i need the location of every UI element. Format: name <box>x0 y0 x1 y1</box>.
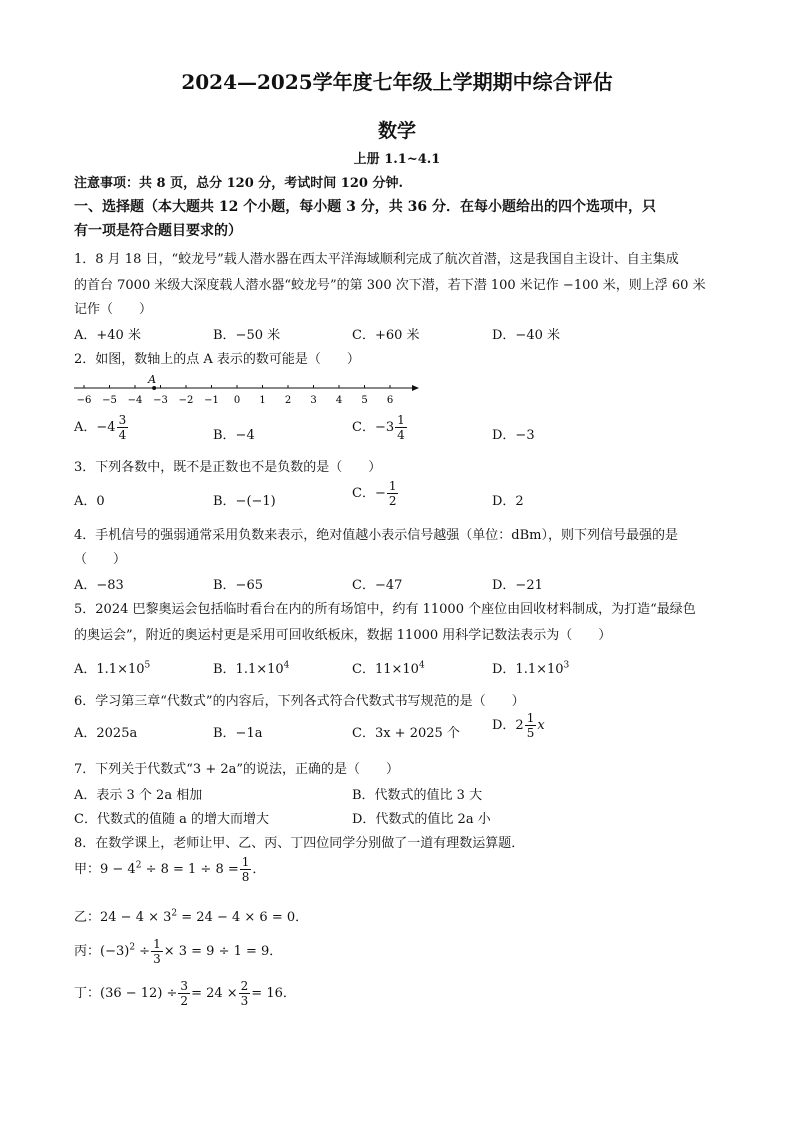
equation-part: × 3 = 9 ÷ 1 = 9． <box>163 944 283 959</box>
q6-option-c: C．3x + 2025 个 <box>352 726 460 741</box>
fraction-denominator: 2 <box>388 494 397 508</box>
q4-option-c: C．−47 <box>352 578 403 593</box>
q5-option-a-exponent: 5 <box>144 660 151 671</box>
q6-option-d-fraction <box>525 712 537 739</box>
equation-part: 丙：(−3) <box>74 944 130 959</box>
fraction-denominator: 2 <box>180 994 189 1008</box>
q4-option-a: A．−83 <box>74 578 124 593</box>
q3-option-b: B．−(−1) <box>213 494 276 509</box>
q8-jia-equation <box>74 856 265 883</box>
number-line-tick-label: 3 <box>310 395 317 406</box>
q4-option-b: B．−65 <box>213 578 263 593</box>
fraction-denominator: 4 <box>397 428 405 442</box>
number-line-tick-label: −5 <box>102 395 117 406</box>
notice-text: 注意事项：共 8 页，总分 120 分，考试时间 120 分钟. <box>74 176 403 191</box>
q1-option-d: D．−40 米 <box>492 328 560 343</box>
fraction-denominator: 3 <box>153 952 161 966</box>
q4-stem-line1: 4．手机信号的强弱通常采用负数来表示，绝对值越小表示信号越强（单位：dBm），则下列信号最强的是 <box>74 528 678 543</box>
equation-part: 甲：9 − 4 <box>74 862 136 877</box>
q5-option-a-base: A．1.1×10 <box>74 662 145 677</box>
q2-option-c-fraction <box>395 414 407 441</box>
number-line-tick-label: −2 <box>178 395 194 406</box>
q3-option-d: D．2 <box>492 494 524 509</box>
equation-fraction <box>151 938 163 965</box>
q5-stem-line2: 的奥运会”，附近的奥运村更是采用可回收纸板床，数据 11000 用科学记数法表示为（ ） <box>74 628 612 643</box>
q8-stem: 8．在数学课上，老师让甲、乙、丙、丁四位同学分别做了一道有理数运算题． <box>74 836 525 851</box>
number-line-tick-label: 0 <box>233 395 241 406</box>
number-line-tick-label: −6 <box>76 395 92 406</box>
fraction-numerator: 3 <box>180 979 189 993</box>
q2-option-a <box>74 414 129 441</box>
scope-label: 上册 1.1~4.1 <box>353 152 441 167</box>
q6-option-a: A．2025a <box>74 726 138 741</box>
q6-option-b: B．−1a <box>213 726 263 741</box>
q5-option-d <box>492 658 569 677</box>
equation-part: = 24 − 4 × 6 = 0． <box>177 910 309 925</box>
q5-option-b-base: B．1.1×10 <box>213 662 284 677</box>
q8-ding-equation <box>74 980 296 1007</box>
q6-option-d-prefix: D．2 <box>492 718 524 733</box>
q2-option-d: D．−3 <box>492 428 535 443</box>
section-heading-line2: 有一项是符合题目要求的） <box>74 223 242 239</box>
q1-stem-line2: 的首台 7000 米级大深度载人潜水器“蛟龙号”的第 300 次下潜，若下潜 100 米记作 −100 米，则上浮 60 米 <box>74 278 706 293</box>
q4-option-d: D．−21 <box>492 578 543 593</box>
exam-title: 2024—2025学年度七年级上学期期中综合评估 <box>181 70 613 94</box>
section-heading-line1: 一、选择题（本大题共 12 个小题，每小题 3 分，共 36 分．在每小题给出的四个选项中，只 <box>74 199 656 215</box>
q5-stem-line1: 5．2024 巴黎奥运会包括临时看台在内的所有场馆中，约有 11000 个座位由回收材料制成，为打造“最绿色 <box>74 602 696 617</box>
q5-option-b <box>213 658 289 677</box>
equation-part: ． <box>252 862 266 877</box>
number-line-tick-label: 1 <box>259 395 266 406</box>
equation-exponent: 2 <box>129 942 136 953</box>
q2-option-b: B．−4 <box>213 428 255 443</box>
q1-stem-line3: 记作（ ） <box>74 302 153 317</box>
arrow-icon <box>412 385 419 391</box>
q1-option-a: A．+40 米 <box>74 328 141 343</box>
q3-option-a: A．0 <box>74 494 105 509</box>
q5-option-a <box>74 658 150 677</box>
equation-part: = 16． <box>251 986 296 1001</box>
number-line-tick-label: 6 <box>386 395 394 406</box>
q1-option-b: B．−50 米 <box>213 328 281 343</box>
equation-fraction <box>239 980 251 1007</box>
number-line-tick-label: −3 <box>153 395 168 406</box>
q6-stem: 6．学习第三章“代数式”的内容后，下列各式符合代数式书写规范的是（ ） <box>74 694 525 709</box>
fraction-denominator: 8 <box>241 870 250 884</box>
q3-stem: 3．下列各数中，既不是正数也不是负数的是（ ） <box>74 460 382 475</box>
fraction-numerator: 1 <box>388 479 397 493</box>
equation-part: 丁：(36 − 12) ÷ <box>74 986 178 1001</box>
q5-option-c-exponent: 4 <box>418 660 425 671</box>
equation-part: = 24 × <box>191 986 238 1001</box>
subject-title: 数学 <box>377 120 416 142</box>
equation-fraction <box>240 856 252 883</box>
equation-exponent: 2 <box>171 908 178 919</box>
number-line-tick-label: 5 <box>361 395 368 406</box>
fraction-numerator: 1 <box>241 855 250 869</box>
equation-part: 乙：24 − 4 × 3 <box>74 910 172 925</box>
q1-stem-line1: 1．8 月 18 日，“蛟龙号”载人潜水器在西太平洋海域顺利完成了航次首潜，这是我国自主设计、自主集成 <box>74 252 679 267</box>
q6-option-d <box>492 712 545 739</box>
equation-exponent: 2 <box>135 860 142 871</box>
q7-option-c: C．代数式的值随 a 的增大而增大 <box>74 812 269 827</box>
q5-option-d-exponent: 3 <box>563 660 570 671</box>
equation-part: ÷ 8 = 1 ÷ 8 = <box>141 862 239 877</box>
q7-option-d: D．代数式的值比 2a 小 <box>352 812 491 827</box>
fraction-numerator: 2 <box>240 979 249 993</box>
q6-option-d-variable: x <box>537 718 545 733</box>
fraction-denominator: 4 <box>118 428 127 442</box>
fraction-numerator: 1 <box>526 711 535 725</box>
number-line-figure <box>72 372 422 412</box>
q8-yi-equation <box>74 906 308 925</box>
point-a-label: A <box>148 373 157 386</box>
q5-option-b-exponent: 4 <box>283 660 290 671</box>
q2-option-c-prefix: C．−3 <box>352 420 395 435</box>
number-line-tick-label: −4 <box>127 395 143 406</box>
number-line-tick-label: −1 <box>204 395 219 406</box>
q7-stem: 7．下列关于代数式“3 + 2a”的说法，正确的是（ ） <box>74 762 400 777</box>
number-line-tick-label: 4 <box>335 395 343 406</box>
equation-fraction <box>178 980 190 1007</box>
q3-option-c-prefix: C．− <box>352 486 386 501</box>
equation-part: ÷ <box>135 944 151 959</box>
q2-stem: 2．如图，数轴上的点 A 表示的数可能是（ ） <box>74 352 360 367</box>
q5-option-d-base: D．1.1×10 <box>492 662 564 677</box>
q2-option-c <box>352 414 408 441</box>
q5-option-c-base: C．11×10 <box>352 662 419 677</box>
fraction-denominator: 3 <box>240 994 249 1008</box>
number-line-tick-label: 2 <box>284 395 292 406</box>
q7-option-b: B．代数式的值比 3 大 <box>352 788 483 803</box>
q8-bing-equation <box>74 938 282 965</box>
fraction-denominator: 5 <box>526 726 535 740</box>
fraction-numerator: 1 <box>153 937 161 951</box>
q2-option-a-prefix: A．−4 <box>74 420 116 435</box>
q5-option-c <box>352 658 425 677</box>
q3-option-c <box>352 480 399 507</box>
q3-option-c-fraction <box>387 480 399 507</box>
fraction-numerator: 1 <box>397 413 405 427</box>
q4-stem-line2: （ ） <box>74 552 127 567</box>
q7-option-a: A．表示 3 个 2a 相加 <box>74 788 203 803</box>
fraction-numerator: 3 <box>118 413 127 427</box>
q2-option-a-fraction <box>117 414 129 441</box>
q1-option-c: C．+60 米 <box>352 328 420 343</box>
point-a-marker <box>152 386 156 390</box>
